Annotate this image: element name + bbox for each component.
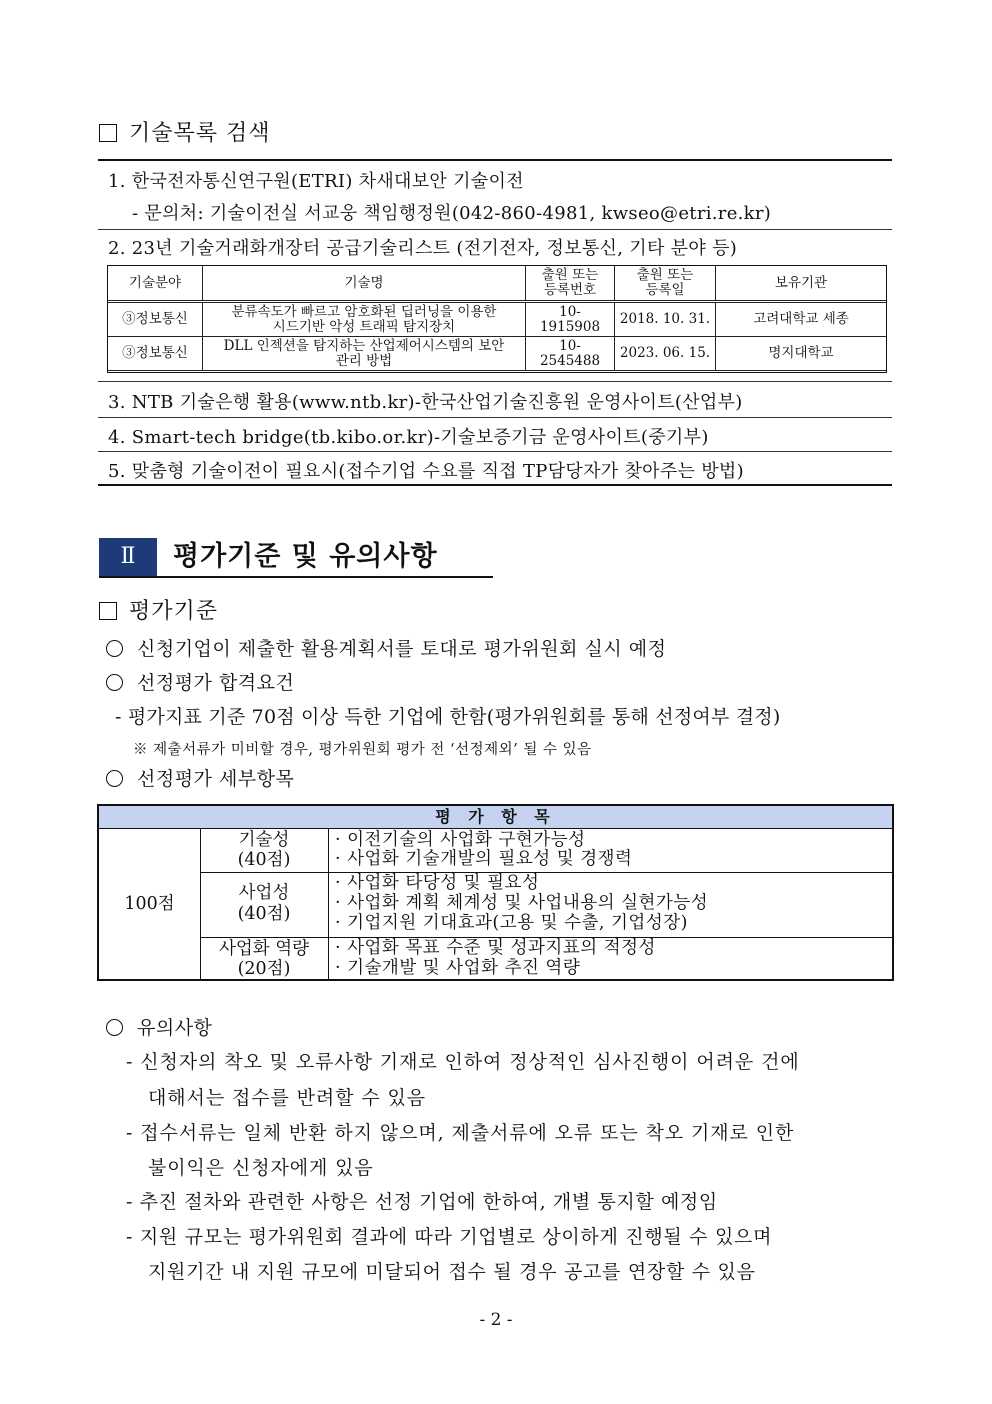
tech-list-table bbox=[107, 265, 887, 371]
group-name: 기술성 bbox=[238, 830, 290, 850]
circle-bullet-icon bbox=[106, 1019, 123, 1036]
checkbox-square-icon bbox=[99, 602, 117, 620]
section-underline bbox=[99, 576, 493, 578]
notes-line: 불이익은 신청자에게 있음 bbox=[148, 1157, 374, 1179]
group-score: (40점) bbox=[237, 850, 291, 870]
eval-item: · 사업화 계획 체계성 및 사업내용의 실현가능성 bbox=[335, 893, 709, 913]
checkbox-square-icon bbox=[99, 124, 117, 142]
notes-line: - 접수서류는 일체 반환 하지 않으며, 제출서류에 오류 또는 착오 기재로 인한 bbox=[126, 1122, 795, 1144]
page-number: - 2 - bbox=[479, 1310, 513, 1330]
table-header-row: 기술분야 기술명 출원 또는 등록번호 출원 또는 등록일 보유기관 bbox=[108, 266, 887, 302]
list-item-1-contact: - 문의처: 기술이전실 서교웅 책임행정원(042-860-4981, kwseo@etri.re.kr) bbox=[132, 203, 772, 224]
criteria-dash-1: - 평가지표 기준 70점 이상 득한 기업에 한함(평가위원회를 통해 선정여부 결정) bbox=[115, 706, 781, 728]
eval-item: · 기술개발 및 사업화 추진 역량 bbox=[335, 958, 581, 978]
search-heading: 기술목록 검색 bbox=[99, 116, 271, 147]
list-item-1: 1. 한국전자통신연구원(ETRI) 차새대보안 기술이전 - 문의처: 기술이전실 서교웅 책임행정원(042-860-4981, kwseo@etri.re.kr) bbox=[108, 171, 772, 224]
total-score: 100점 bbox=[124, 894, 175, 914]
criteria-bullet-1: 신청기업이 제출한 활용계획서를 토대로 평가위원회 실시 예정 bbox=[106, 634, 666, 661]
notes-line: 지원기간 내 지원 규모에 미달되어 접수 될 경우 공고를 연장할 수 있음 bbox=[148, 1261, 756, 1283]
criteria-note: ※ 제출서류가 미비할 경우, 평가위원회 평가 전 ‘선정제외’ 될 수 있음 bbox=[133, 742, 592, 758]
circle-bullet-icon bbox=[106, 640, 123, 657]
list-item-3: 3. NTB 기술은행 활용(www.ntb.kr)-한국산업기술진흥원 운영사이트(산업부) bbox=[98, 381, 892, 417]
eval-item: · 기업지원 기대효과(고용 및 수출, 기업성장) bbox=[335, 913, 688, 933]
section-title: 평가기준 및 유의사항 bbox=[173, 541, 438, 572]
group-score: (40점) bbox=[237, 904, 291, 924]
list-item-5: 5. 맞춤형 기술이전이 필요시(접수기업 수요를 직접 TP담당자가 찾아주는 방법) bbox=[98, 451, 892, 486]
table-row: ③정보통신 분류속도가 빠르고 암호화된 딥러닝을 이용한 시드기반 악성 트래픽 탐지장치 10-1915908 2018. 10. 31. 고려대학교 세종 bbox=[108, 302, 887, 337]
notes-line: - 지원 규모는 평가위원회 결과에 따라 기업별로 상이하게 진행될 수 있으며 bbox=[126, 1226, 773, 1248]
evaluation-table-header: 평 가 항 목 bbox=[99, 806, 892, 829]
notes-line: - 신청자의 착오 및 오류사항 기재로 인하여 정상적인 심사진행이 어려운 건에 bbox=[126, 1051, 800, 1073]
group-score: (20점) bbox=[237, 959, 291, 979]
list-item-4: 4. Smart-tech bridge(tb.kibo.or.kr)-기술보증기금 운영사이트(중기부) bbox=[98, 417, 892, 451]
criteria-bullet-2: 선정평가 합격요건 bbox=[106, 668, 294, 695]
group-name: 사업성 bbox=[238, 883, 290, 903]
eval-item: · 이전기술의 사업화 구현가능성 bbox=[335, 830, 586, 850]
list-item-2: 2. 23년 기술거래화개장터 공급기술리스트 (전기전자, 정보통신, 기타 분야 등) bbox=[98, 229, 892, 381]
table-row: ③정보통신 DLL 인젝션을 탐지하는 산업제어시스템의 보안 관리 방법 10-2545488 2023. 06. 15. 명지대학교 bbox=[108, 337, 887, 371]
notes-line: - 추진 절차와 관련한 사항은 선정 기업에 한하여, 개별 통지할 예정임 bbox=[126, 1191, 718, 1213]
circle-bullet-icon bbox=[106, 674, 123, 691]
group-name: 사업화 역량 bbox=[218, 939, 310, 959]
criteria-heading: 평가기준 bbox=[99, 594, 218, 625]
notes-line: 대해서는 접수를 반려할 수 있음 bbox=[148, 1087, 427, 1109]
eval-item: · 사업화 기술개발의 필요성 및 경쟁력 bbox=[335, 849, 633, 869]
criteria-bullet-3: 선정평가 세부항목 bbox=[106, 764, 294, 791]
list-bottom-rule bbox=[98, 484, 892, 486]
divider bbox=[328, 828, 329, 979]
section-number: Ⅱ bbox=[99, 538, 157, 576]
evaluation-table bbox=[97, 804, 894, 981]
notes-heading: 유의사항 bbox=[106, 1013, 212, 1040]
circle-bullet-icon bbox=[106, 770, 123, 787]
eval-item: · 사업화 목표 수준 및 성과지표의 적정성 bbox=[335, 938, 656, 958]
divider bbox=[200, 872, 892, 873]
eval-item: · 사업화 타당성 및 필요성 bbox=[335, 873, 540, 893]
